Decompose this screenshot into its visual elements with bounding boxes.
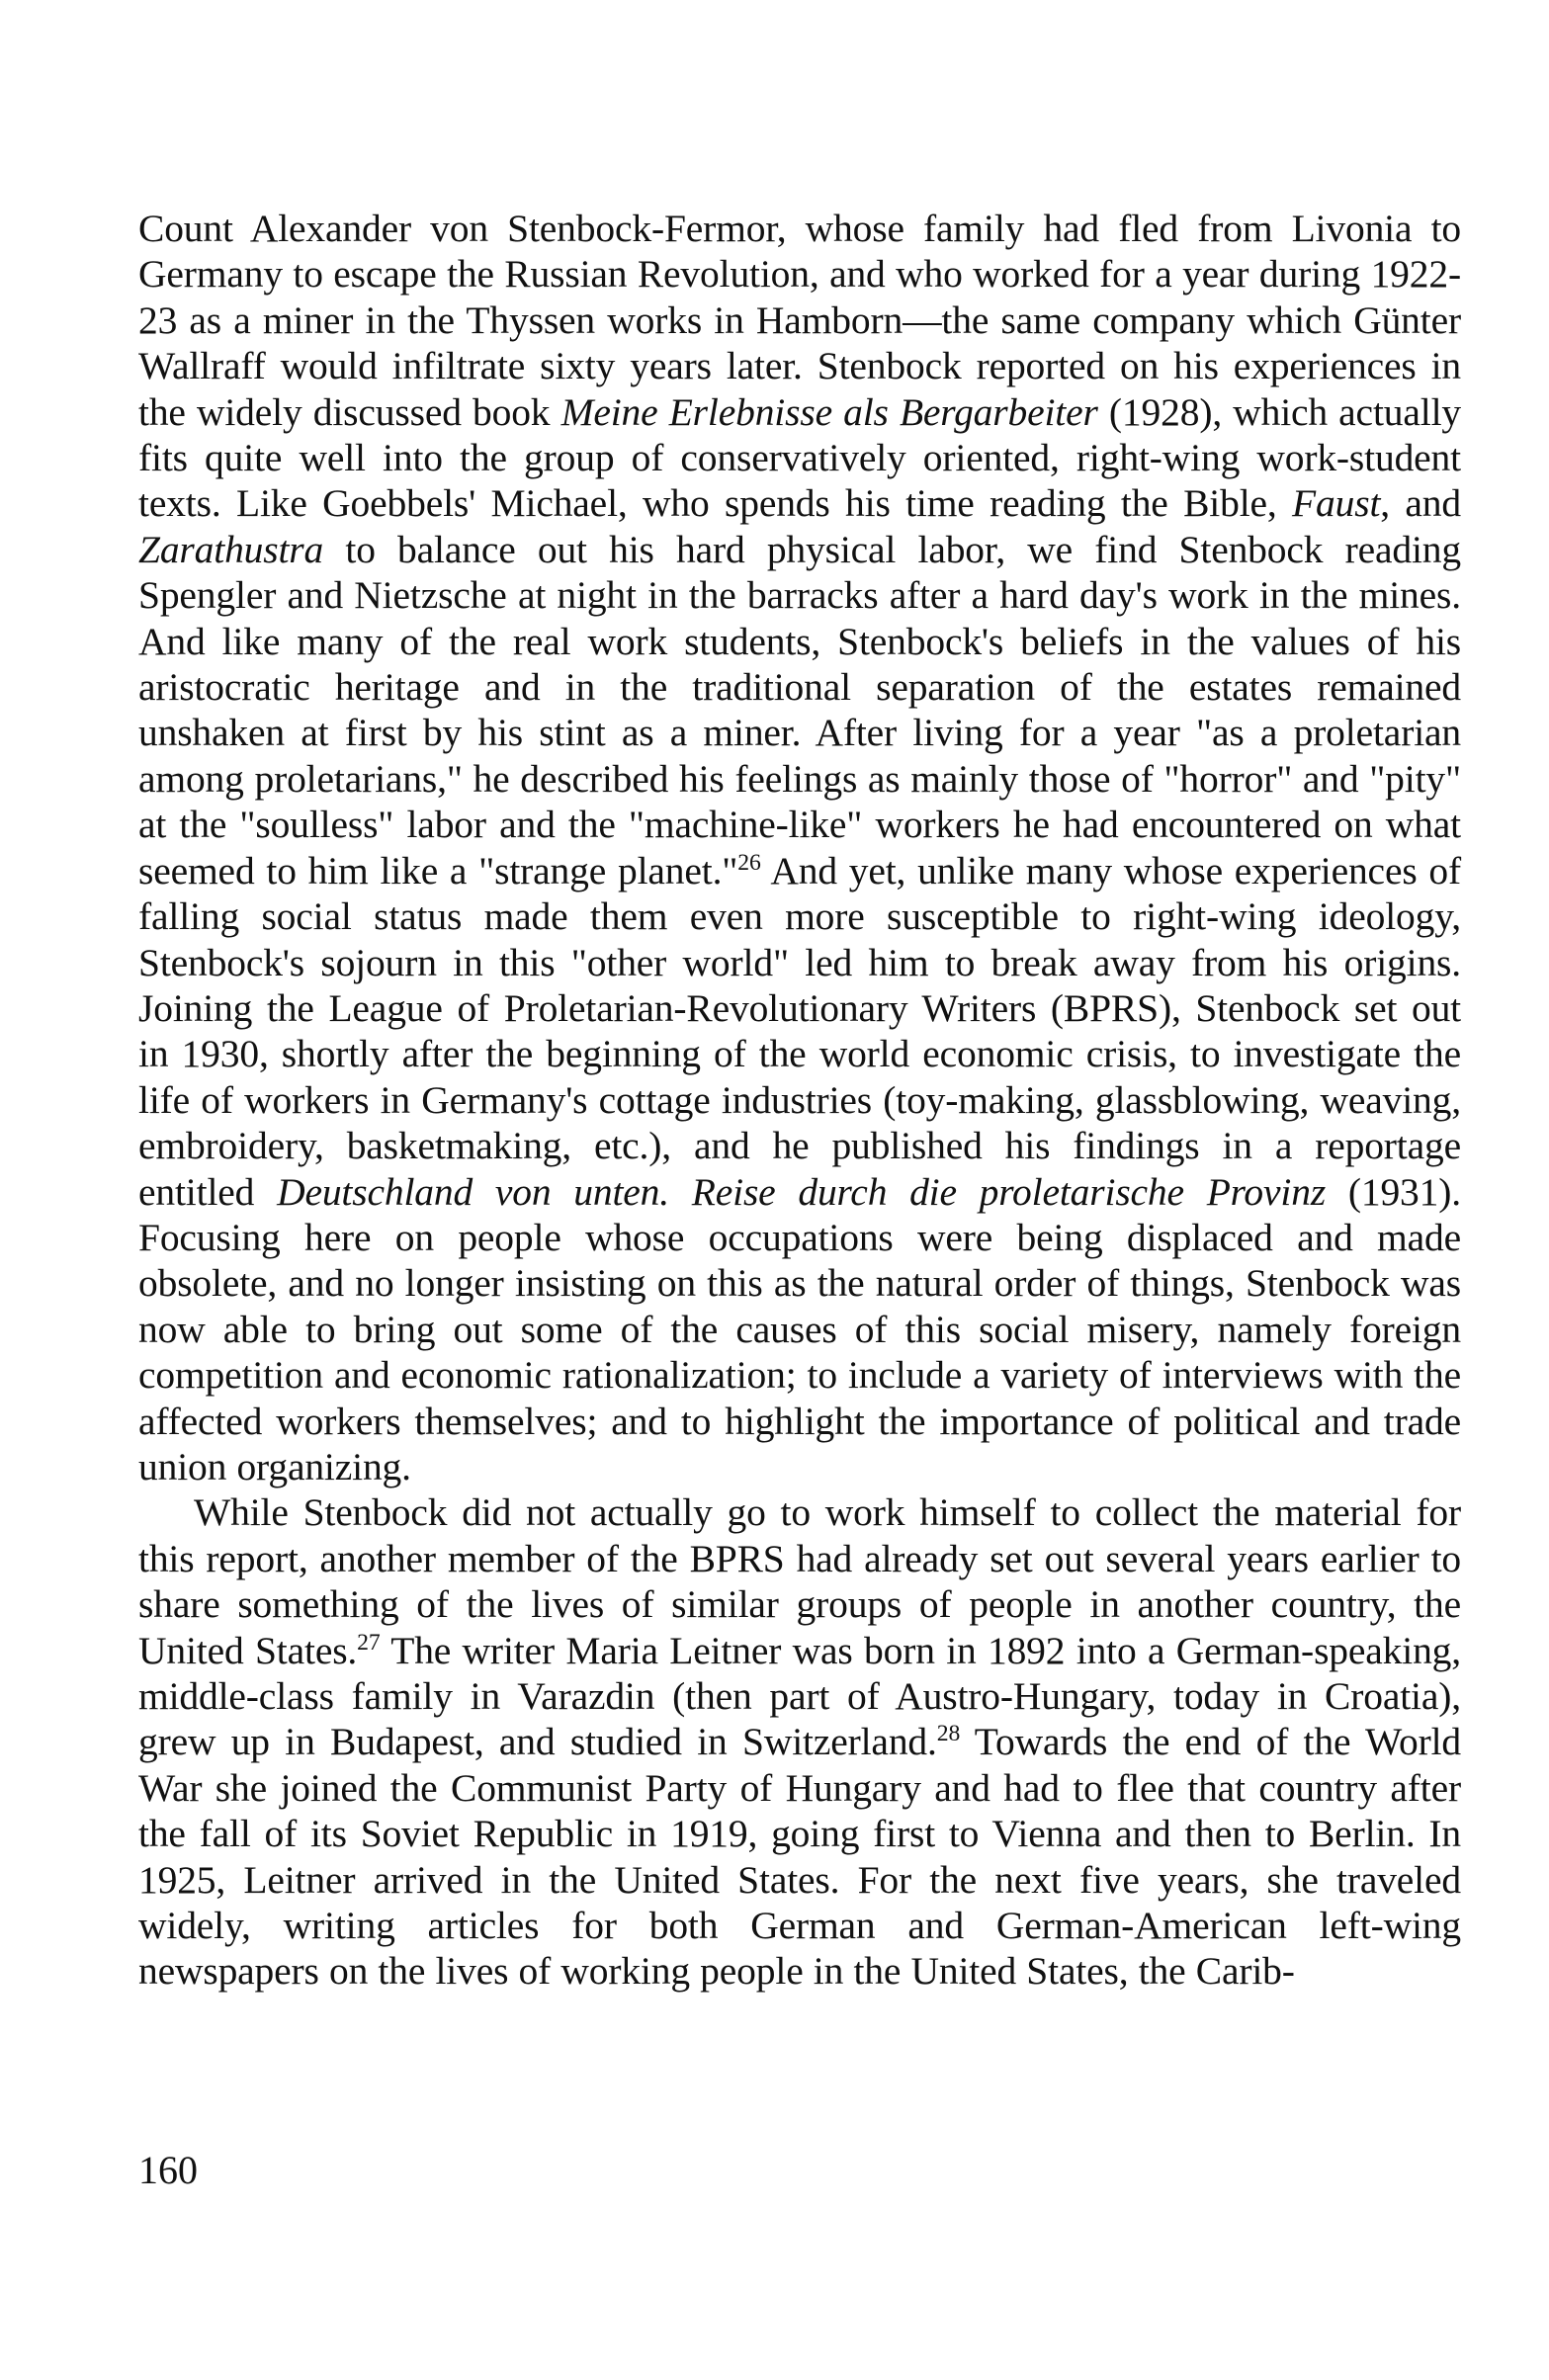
text-run: While Stenbock did not actually go to work himself to collect the material for this report, another member of the BPRS had already set out several years earlier to share something of the lives of similar groups of people in another country, the United States. xyxy=(138,1490,1461,1672)
text-run: Towards the end of the World War she joined the Communist Party of Hungary and had to flee that country after the fall of its Soviet Republic in 1919, going first to Vienna and then to Berlin. In 1925, Leitner arrived in the United States. For the next five years, she traveled widely, writing articles for both German and German-American left-wing newspapers on the lives of working people in the United States, the Carib- xyxy=(138,1720,1461,1994)
text-run: The writer Maria Leitner was born in 1892 into a German-speaking, middle-class family in Varazdin (then part of Austro-Hungary, today in Croatia), grew up in Budapest, and studied in Switzerland. xyxy=(138,1628,1461,1764)
italic-title: Faust xyxy=(1292,481,1381,526)
text-run: (1928), which actually fits quite well into the group of conservatively oriented, right-wing work-student texts. Like Goebbels' Michael, who spends his time reading the Bible, xyxy=(138,389,1461,526)
paragraph-2 xyxy=(138,1489,1461,1994)
text-run: , and xyxy=(1380,481,1461,526)
italic-title: Meine Erlebnisse als Bergarbeiter xyxy=(560,389,1098,434)
text-run: (1931). Focusing here on people whose occupations were being displaced and made obsolete, and no longer insisting on this as the natural order of things, Stenbock was now able to bring out some of the causes of this social misery, namely foreign competition and economic rationalization; to include a variety of interviews with the affected workers themselves; and to highlight the importance of political and trade union organizing. xyxy=(138,1169,1461,1488)
page-number: 160 xyxy=(138,2148,198,2192)
text-run: Count Alexander von Stenbock-Fermor, whose family had fled from Livonia to Germany to escape the Russian Revolution, and who worked for a year during 1922-23 as a miner in the Thyssen works in Hamborn—the same company which Günter Wallraff would infiltrate sixty years later. Stenbock reported on his experiences in the widely discussed book xyxy=(138,207,1461,434)
footnote-ref: 27 xyxy=(357,1629,381,1656)
italic-title: Deutschland von unten. Reise durch die proletarische Provinz xyxy=(277,1169,1327,1214)
footnote-ref: 26 xyxy=(737,849,761,876)
body-text xyxy=(138,206,1461,1995)
footnote-ref: 28 xyxy=(936,1721,961,1747)
italic-title: Zarathustra xyxy=(138,527,324,571)
text-run: to balance out his hard physical labor, we find Stenbock reading Spengler and Nietzsche at night in the barracks after a hard day's work in the mines. And like many of the real work students, Stenbock's beliefs in the values of his aristocratic heritage and in the traditional separation of the estates remained unshaken at first by his stint as a miner. After living for a year "as a proletarian among proletarians," he described his feelings as mainly those of "horror" and "pity" at the "soulless" labor and the "machine-like" workers he had encountered on what seemed to him like a "strange planet." xyxy=(138,527,1461,892)
paragraph-1 xyxy=(138,206,1461,1489)
text-run: And yet, unlike many whose experiences of falling social status made them even more susceptible to right-wing ideology, Stenbock's sojourn in this "other world" led him to break away from his origins. Joining the League of Proletarian-Revolutionary Writers (BPRS), Stenbock set out in 1930, shortly after the beginning of the world economic crisis, to investigate the life of workers in Germany's cottage industries (toy-making, glassblowing, weaving, embroidery, basketmaking, etc.), and he published his findings in a reportage entitled xyxy=(138,848,1461,1214)
